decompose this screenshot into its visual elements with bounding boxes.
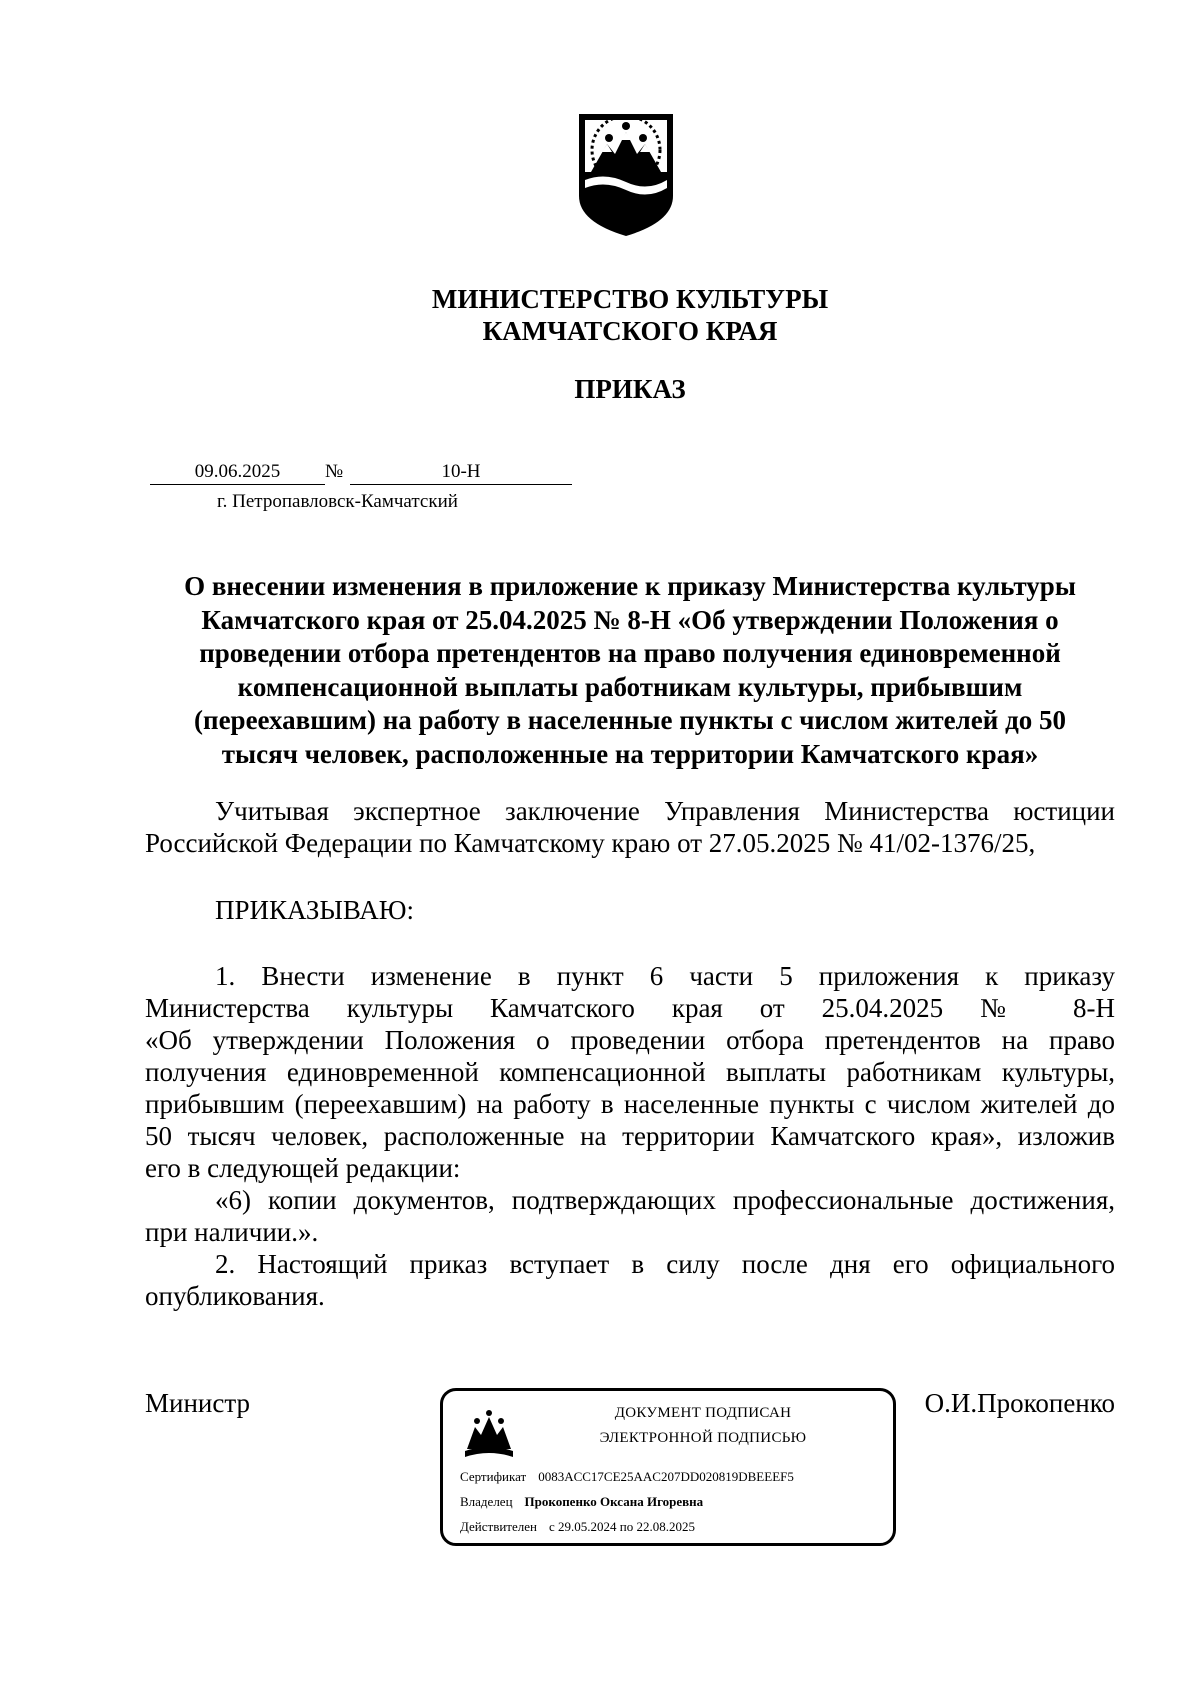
item-line: 1. Внести изменение в пункт 6 части 5 приложения к приказу <box>215 961 1115 991</box>
coat-of-arms-icon <box>575 110 677 240</box>
subject-line: О внесении изменения в приложение к приказу Министерства культуры <box>184 571 1076 601</box>
signatory-position: Министр <box>145 1388 250 1418</box>
quote-line: «6) копии документов, подтверждающих профессиональные достижения, <box>215 1185 1115 1215</box>
item-line: 50 тысяч человек, расположенные на территории Камчатского края», изложив <box>145 1121 1115 1151</box>
item-line: получения единовременной компенсационной выплаты работникам культуры, <box>145 1057 1115 1087</box>
order-number: 10-Н <box>350 460 572 485</box>
signatory-name: О.И.Прокопенко <box>924 1388 1115 1418</box>
owner-label: Владелец <box>460 1494 513 1509</box>
subject-line: (переехавшим) на работу в населенные пункты с числом жителей до 50 <box>194 705 1066 735</box>
prikazyvayu-text: ПРИКАЗЫВАЮ: <box>215 895 414 925</box>
item-line: прибывшим (переехавшим) на работу в населенные пункты с числом жителей до <box>145 1089 1115 1119</box>
document-type: ПРИКАЗ <box>574 374 686 404</box>
quote-line: при наличии.». <box>145 1217 319 1247</box>
ministry-name-line1: МИНИСТЕРСТВО КУЛЬТУРЫ <box>431 284 829 314</box>
stamp-heading <box>553 1401 853 1451</box>
item-line: его в следующей редакции: <box>145 1153 461 1183</box>
stamp-coat-of-arms-icon <box>461 1405 517 1461</box>
valid-label: Действителен <box>460 1519 537 1534</box>
order-word <box>145 894 1115 926</box>
ministry-name-line2: КАМЧАТСКОГО КРАЯ <box>482 316 778 346</box>
preamble <box>145 795 1115 859</box>
preamble-line: Учитывая экспертное заключение Управления Министерства юстиции <box>215 796 1115 826</box>
item-2-line: 2. Настоящий приказ вступает в силу после дня его официального <box>215 1249 1115 1279</box>
stamp-certificate-row <box>460 1468 794 1486</box>
cert-label: Сертификат <box>460 1469 527 1484</box>
city-of-issue: г. Петропавловск-Камчатский <box>217 491 458 512</box>
valid-value: с 29.05.2024 по 22.08.2025 <box>548 1519 695 1534</box>
item-1 <box>145 960 1115 1312</box>
preamble-line: Российской Федерации по Камчатскому краю от 27.05.2025 № 41/02-1376/25, <box>145 828 1036 858</box>
order-date: 09.06.2025 <box>150 460 325 485</box>
electronic-signature-stamp <box>440 1388 896 1546</box>
stamp-heading-line: ЭЛЕКТРОННОЙ ПОДПИСЬЮ <box>599 1430 807 1446</box>
subject-line: тысяч человек, расположенные на территории Камчатского края» <box>221 738 1039 769</box>
stamp-owner-row <box>460 1493 703 1511</box>
item-line: Министерства культуры Камчатского края от 25.04.2025 № 8-Н <box>145 993 1115 1023</box>
item-line: «Об утверждении Положения о проведении отбора претендентов на право <box>145 1025 1115 1055</box>
subject-line: Камчатского края от 25.04.2025 № 8-Н «Об утверждении Положения о <box>201 604 1059 635</box>
stamp-heading-line: ДОКУМЕНТ ПОДПИСАН <box>614 1405 792 1421</box>
subject-line: компенсационной выплаты работникам культуры, прибывшим <box>237 671 1023 702</box>
stamp-validity-row <box>460 1518 695 1536</box>
subject-line: проведении отбора претендентов на право получения единовременной <box>199 638 1061 668</box>
number-sign: № <box>325 461 344 482</box>
cert-value: 0083ACC17CE25AAC207DD020819DBEEEF5 <box>538 1469 794 1484</box>
order-subject <box>145 570 1115 771</box>
item-2-line: опубликования. <box>145 1281 325 1311</box>
owner-value: Прокопенко Оксана Игоревна <box>524 1494 704 1509</box>
